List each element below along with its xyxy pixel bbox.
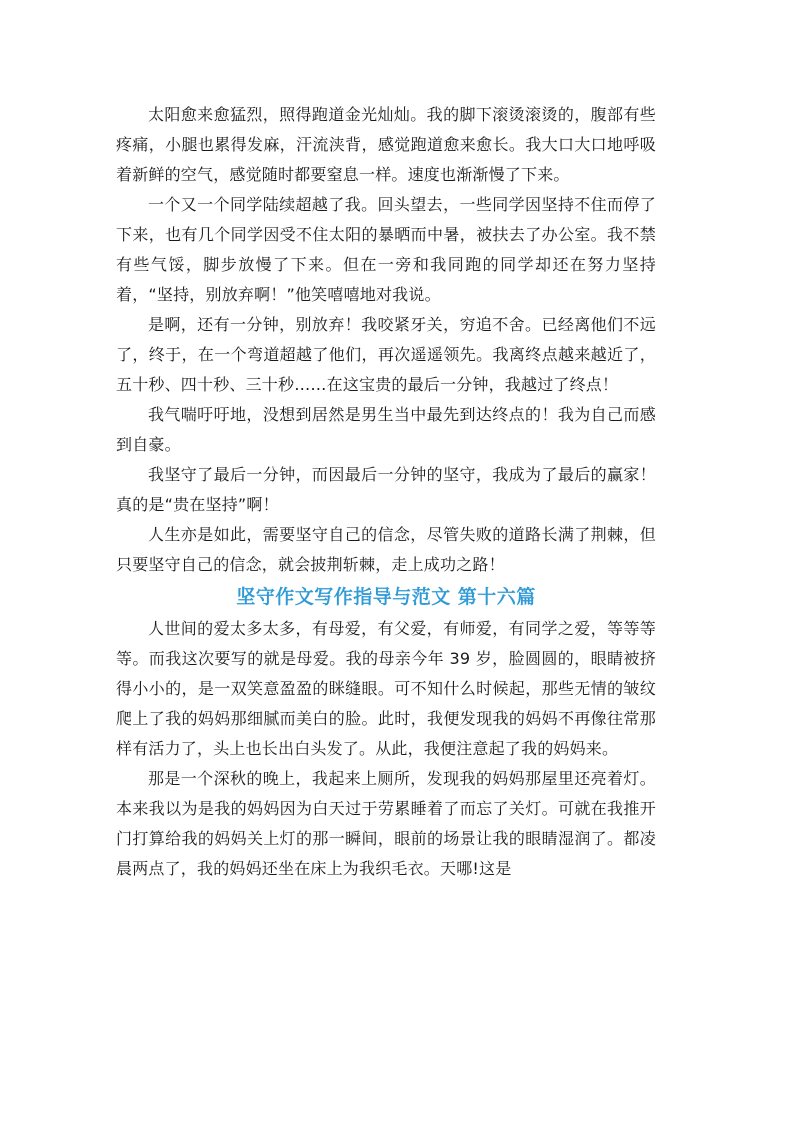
paragraph: 太阳愈来愈猛烈，照得跑道金光灿灿。我的脚下滚烫滚烫的，腹部有些疼痛，小腿也累得发麻，汗流浃背，感觉跑道愈来愈长。我大口大口地呼吸着新鲜的空气，感觉随时都要窒息一样。速度也渐渐慢了下来。 [116, 105, 656, 184]
paragraph: 人世间的爱太多太多，有母爱，有父爱，有师爱，有同学之爱，等等等等。而我这次要写的就是母爱。我的母亲今年 39 岁，脸圆圆的，眼睛被挤得小小的，是一双笑意盈盈的眯缝眼。可不知什么时候起，那些无情的皱纹爬上了我的妈妈那细腻而美白的脸。此时，我便发现我的妈妈不再像往常那样有活力了，头上也长出白头发了。从此，我便注意起了我的妈妈来。 [116, 619, 656, 758]
paragraph: 我气喘吁吁地，没想到居然是男生当中最先到达终点的！我为自己而感到自豪。 [116, 405, 656, 454]
paragraph: 人生亦是如此，需要坚守自己的信念，尽管失败的道路长满了荆棘，但只要坚守自己的信念，就会披荆斩棘，走上成功之路！ [116, 525, 656, 574]
paragraph: 我坚守了最后一分钟，而因最后一分钟的坚守，我成为了最后的赢家！真的是“贵在坚持”啊！ [116, 465, 656, 514]
paragraph: 是啊，还有一分钟，别放弃！我咬紧牙关，穷追不舍。已经离他们不远了，终于，在一个弯道超越了他们，再次遥遥领先。我离终点越来越近了，五十秒、四十秒、三十秒……在这宝贵的最后一分钟，我越过了终点！ [116, 315, 656, 394]
paragraph: 那是一个深秋的晚上，我起来上厕所，发现我的妈妈那屋里还亮着灯。本来我以为是我的妈妈因为白天过于劳累睡着了而忘了关灯。可就在我推开门打算给我的妈妈关上灯的那一瞬间，眼前的场景让我的眼睛湿润了。都凌晨两点了，我的妈妈还坐在床上为我织毛衣。天哪!这是 [116, 769, 656, 878]
section-heading: 坚守作文写作指导与范文 第十六篇 [236, 586, 536, 608]
paragraph: 一个又一个同学陆续超越了我。回头望去，一些同学因坚持不住而停了下来，也有几个同学因受不住太阳的暴晒而中暑，被扶去了办公室。我不禁有些气馁，脚步放慢了下来。但在一旁和我同跑的同学却还在努力坚持着，“坚持，别放弃啊！”他笑嘻嘻地对我说。 [116, 195, 656, 304]
document-page [116, 100, 656, 884]
